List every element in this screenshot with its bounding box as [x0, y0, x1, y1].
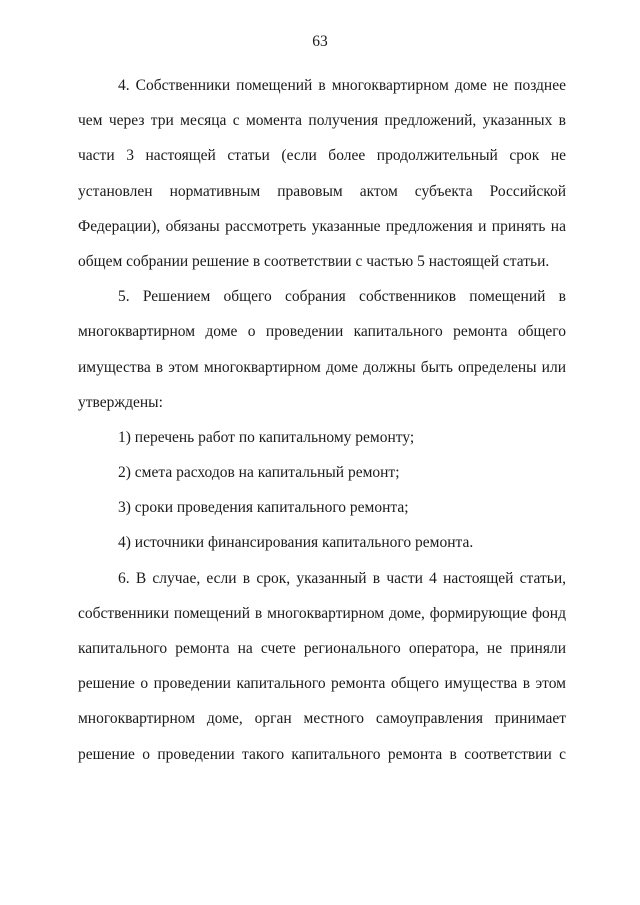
text-line: многоквартирном доме о проведении капитального ремонта общего: [78, 323, 566, 341]
list-item-3: 3) сроки проведения капитального ремонта;: [118, 499, 409, 517]
paragraph-4: [78, 68, 566, 279]
list-item-2: 2) смета расходов на капитальный ремонт;: [118, 464, 400, 482]
page-number: 63: [312, 33, 328, 50]
list-item-1: 1) перечень работ по капитальному ремонту;: [118, 428, 415, 446]
document-body: [78, 68, 566, 772]
text-line: собственники помещений в многоквартирном доме, формирующие фонд: [78, 604, 566, 622]
text-line: решение о проведении капитального ремонта общего имущества в этом: [78, 675, 566, 693]
text-line: 6. В случае, если в срок, указанный в части 4 настоящей статьи,: [118, 569, 566, 587]
text-line: части 3 настоящей статьи (если более продолжительный срок не: [78, 147, 566, 165]
text-line: общем собрании решение в соответствии с частью 5 настоящей статьи.: [78, 252, 550, 270]
paragraph-5: [78, 279, 566, 420]
text-line: решение о проведении такого капитального ремонта в соответствии с: [78, 745, 566, 763]
text-line: имущества в этом многоквартирном доме должны быть определены или: [78, 358, 566, 376]
text-line: 4. Собственники помещений в многоквартирном доме не позднее: [118, 77, 566, 94]
text-line: установлен нормативным правовым актом субъекта Российской: [78, 182, 566, 200]
text-line: капитального ремонта на счете регионального оператора, не приняли: [78, 640, 566, 657]
text-line: утверждены:: [78, 393, 163, 411]
paragraph-6: [78, 561, 566, 772]
text-line: Федерации), обязаны рассмотреть указанные предложения и принять на: [78, 217, 566, 235]
list-item-4: 4) источники финансирования капитального ремонта.: [118, 534, 474, 552]
text-line: 5. Решением общего собрания собственников помещений в: [118, 288, 566, 306]
text-line: чем через три месяца с момента получения предложений, указанных в: [78, 112, 566, 130]
text-line: многоквартирном доме, орган местного самоуправления принимает: [78, 710, 566, 728]
